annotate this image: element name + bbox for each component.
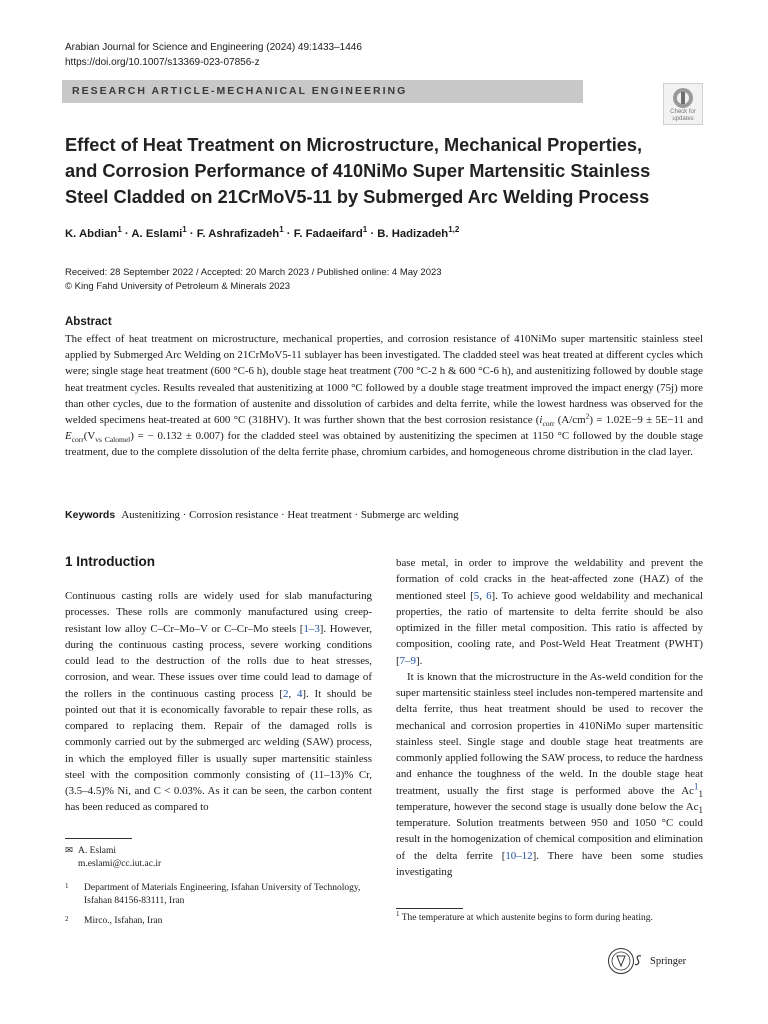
publisher-name: Springer <box>650 956 687 967</box>
intro-paragraph <box>396 555 703 669</box>
abstract-part: ) = 1.02E−9 ± 5E−11 and <box>589 414 704 427</box>
affiliation <box>65 915 365 928</box>
citation-link[interactable]: 4 <box>296 687 303 700</box>
abstract-heading: Abstract <box>65 316 112 328</box>
abstract-part: ) = − 0.132 ± 0.007) for the cladded steel was obtained by austenitizing the specimen at 1150 °C followed by the double stage treatment, due to the complete dissolution of the delta ferrite phase, chromium carbides, and homogeneous chrome distribution in the clad layer. <box>65 430 703 459</box>
text-run: , <box>479 589 487 602</box>
intro-left-column <box>65 588 372 816</box>
footnote-number: 1 <box>396 909 400 918</box>
crossmark-line1: Check for <box>670 109 696 115</box>
author-affiliation: 1 <box>362 225 368 235</box>
affiliation-text: Mirco., Isfahan, Iran <box>84 916 163 926</box>
section-heading-introduction: 1 Introduction <box>65 554 155 569</box>
article-type-label: RESEARCH ARTICLE-MECHANICAL ENGINEERING <box>72 85 408 97</box>
footnote <box>396 909 653 923</box>
crossmark-line2: updates <box>672 116 694 122</box>
abstract-part: The effect of heat treatment on microstructure, mechanical properties, and corrosion resistance of 410NiMo super martensitic stainless steel applied by Submerged Arc Welding on 21CrMoV5-11 sublayer has been investigated. The cladded steel was heat treated at different cycles which were; single stage heat treatment (600 °C-6 h), double stage heat treatment (700 °C-2 h & 600 °C-6 h), and austenitizing followed by double stage heat treatment cycles. Results revealed that austenitizing at 1000 °C followed by a double stage treatment improved the impact energy (75j) more than other cycles, due to the formation of austenite and dissolution of carbides and delta ferrite, while the lowest hardness was observed for the welded specimens heat-treated at 600 °C (318HV). It was further shown that the best corrosion resistance ( <box>65 333 703 427</box>
keywords <box>65 509 459 521</box>
correspondence-email[interactable]: m.eslami@cc.iut.ac.ir <box>78 858 162 869</box>
keywords-label: Keywords <box>65 509 116 521</box>
citation-link[interactable]: 5 <box>473 589 480 602</box>
text-run: ]. However, during the continuous casting process, severe working conditions could lead to the destruction of the rolls due to heat stresses, corrosion, and wear. These issues over time could lead to damage of the rollers in the continuous casting process [ <box>65 622 372 700</box>
author-affiliation: 1 <box>117 225 122 235</box>
author[interactable]: K. Abdian <box>65 228 118 240</box>
author-separator: · <box>121 228 132 240</box>
affiliation-text: Department of Materials Engineering, Isfahan University of Technology, Isfahan 84156-83111, Iran <box>84 883 361 906</box>
author-separator: · <box>367 228 378 240</box>
abstract-part: (V <box>83 430 96 443</box>
abstract-subscript: corr <box>542 419 555 429</box>
abstract-subscript: vs Calomel <box>95 435 131 445</box>
abstract-superscript: 2 <box>585 411 590 421</box>
author-affiliation: 1 <box>279 225 284 235</box>
author-separator: · <box>186 228 197 240</box>
envelope-icon: ✉ <box>65 846 73 856</box>
author[interactable]: B. Hadizadeh <box>377 228 449 240</box>
intro-paragraph <box>396 669 703 880</box>
text-run: ]. To achieve good weldability and mechanical properties, the ratio of martensite to delta ferrite should be also optimized in the filler metal composition. This ratio is affected by composition, cooling rate, and Post-Weld Heat Treatment (PWHT) [ <box>396 589 703 667</box>
abstract-symbol: E <box>65 430 72 443</box>
journal-citation: Arabian Journal for Science and Engineering (2024) 49:1433–1446 <box>65 42 362 53</box>
abstract-symbol: i <box>539 414 543 427</box>
journal-seal-icon <box>607 946 647 976</box>
text-run: Continuous casting rolls are widely used for slab manufacturing processes. These rolls are commonly manufactured using creep-resistant low alloy C–Cr–Mo–V or C–Cr–Mo steels [ <box>65 590 372 635</box>
history-dates: Received: 28 September 2022 / Accepted: 20 March 2023 / Published online: 4 May 2023 <box>65 267 442 278</box>
intro-right-column <box>396 555 703 880</box>
text-run: base metal, in order to improve the weldability and prevent the formation of cold cracks in the heat-affected zone (HAZ) of the mentioned steel [ <box>396 557 703 602</box>
article-type-bar <box>62 80 583 103</box>
check-for-updates-badge[interactable] <box>663 83 703 125</box>
copyright: © King Fahd University of Petroleum & Minerals 2023 <box>65 280 291 292</box>
author-list <box>65 225 460 240</box>
citation-link[interactable]: 1–3 <box>303 622 320 635</box>
text-run: temperature. Solution treatments between 950 and 1050 °C could result in the homogenization of chemical composition and elimination of the delta ferrite [ <box>396 817 703 862</box>
intro-paragraph <box>65 588 372 816</box>
journal-header <box>65 40 362 70</box>
footnote-text: The temperature at which austenite begins to form during heating. <box>401 913 653 923</box>
correspondence-name: A. Eslami <box>78 846 116 856</box>
footnote-divider <box>65 838 132 839</box>
text-run: ]. <box>415 654 423 667</box>
citation-link[interactable]: 7–9 <box>399 654 416 667</box>
abstract-text <box>65 331 703 461</box>
keywords-list: Austenitizing · Corrosion resistance · Heat treatment · Submerge arc welding <box>121 509 459 521</box>
footnote-divider <box>396 908 463 909</box>
affiliation <box>65 882 365 907</box>
author[interactable]: F. Fadaeifard <box>293 228 363 240</box>
abstract-subscript: corr <box>71 435 84 445</box>
doi-link[interactable]: https://doi.org/10.1007/s13369-023-07856-z <box>65 57 260 68</box>
paper-title: Effect of Heat Treatment on Microstructure, Mechanical Properties, and Corrosion Performance of 410NiMo Super Martensitic Stainless Steel Cladded on 21CrMoV5-11 by Submerged Arc Welding Process <box>65 135 651 207</box>
author[interactable]: A. Eslami <box>131 228 183 240</box>
affiliation-number: 1 <box>65 882 69 890</box>
author[interactable]: F. Ashrafizadeh <box>196 228 280 240</box>
author-separator: · <box>283 228 294 240</box>
footnote-link[interactable]: 1 <box>693 780 699 791</box>
subscript: 1 <box>698 788 703 799</box>
text-run: It is known that the microstructure in the As-weld condition for the super martensitic stainless steel includes non-tempered martensite and delta ferrite, thus heat treatment should be used to recover the mechanical and corrosion properties in 410NiMo super martensitic stainless steel. Single stage and double stage heat treatments are commonly applied following the SAW process, to reduce the hardness and enhance the toughness of the weld. In the double stage heat treatment, usually the first stage is performed above the Ac <box>396 670 703 797</box>
text-run: ]. It should be pointed out that it is economically favorable to repair these rolls, as compared to replacing them. Repair of the damaged rolls is commonly carried out by the submerged arc welding (SAW) process, in which the employed filler is usually super martensitic stainless steel with the composition commonly consisting of (11–13)% Cr, (3.5–4.5)% Ni, and C < 0.03%. As it can be seen, the carbon content has been reduced as compared to <box>65 687 372 814</box>
text-run: , <box>288 687 297 700</box>
text-run: ]. There have been some studies investigating <box>396 849 703 878</box>
publication-dates <box>65 266 442 293</box>
citation-link[interactable]: 6 <box>486 589 492 602</box>
citation-link[interactable]: 10–12 <box>505 849 533 862</box>
author-affiliation: 1 <box>182 225 187 235</box>
citation-link[interactable]: 2 <box>283 687 289 700</box>
text-run: temperature, however the second stage is usually done below the Ac <box>396 800 699 813</box>
subscript: 1 <box>698 804 703 815</box>
springer-logo <box>607 946 647 976</box>
affiliation-number: 2 <box>65 915 69 923</box>
correspondence <box>65 845 161 870</box>
author-affiliation: 1,2 <box>448 225 460 235</box>
abstract-part: (A/cm <box>554 414 586 427</box>
